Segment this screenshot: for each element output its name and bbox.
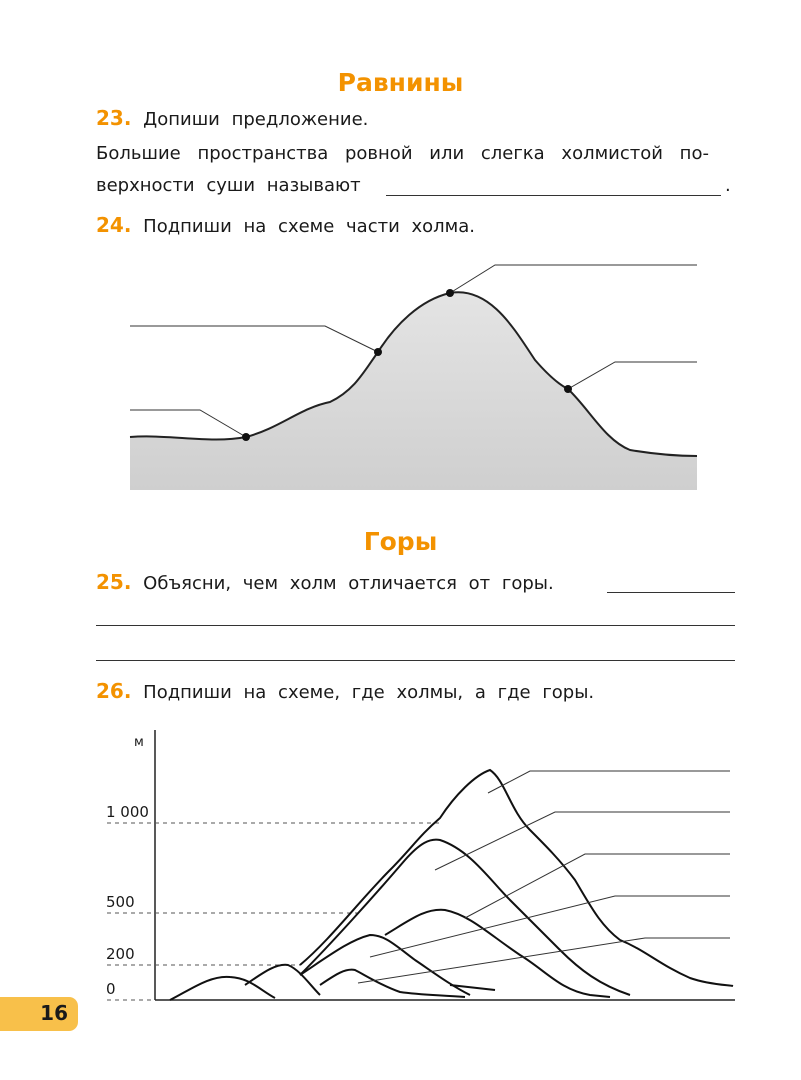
task-text: Подпиши на схеме части холма.: [143, 216, 476, 237]
period: .: [725, 175, 731, 196]
task-text: Объясни, чем холм отличается от горы.: [143, 573, 554, 594]
section-title-plains: Равнины: [337, 68, 464, 97]
task-23-line1: Большие пространства ровной или слегка холмистой по-: [96, 143, 709, 164]
axis-unit: м: [134, 735, 144, 750]
tick-label: 200: [106, 945, 135, 963]
task-26: [96, 679, 594, 703]
section-title-mountains: Горы: [363, 527, 438, 556]
task-text: Допиши предложение.: [143, 109, 369, 130]
page-number-badge: [0, 997, 78, 1031]
task-number: 26.: [96, 679, 132, 703]
task-number: 24.: [96, 213, 132, 237]
task-text: Подпиши на схеме, где холмы, а где горы.: [143, 682, 595, 703]
answer-line[interactable]: [607, 592, 735, 593]
task-25: [96, 570, 554, 594]
task-23-line2: верхности суши называют: [96, 175, 361, 196]
tick-label: 500: [106, 893, 135, 911]
elevation-chart: [107, 730, 735, 1000]
task-number: 23.: [96, 106, 132, 130]
tick-label: 0: [106, 980, 116, 998]
task-number: 25.: [96, 570, 132, 594]
hill-shape: [130, 292, 697, 490]
answer-line[interactable]: [96, 625, 735, 626]
answer-line[interactable]: [96, 660, 735, 661]
page-number: 16: [40, 1001, 68, 1025]
chart-leader-lines: [358, 771, 730, 983]
tick-label: 1 000: [106, 803, 149, 821]
